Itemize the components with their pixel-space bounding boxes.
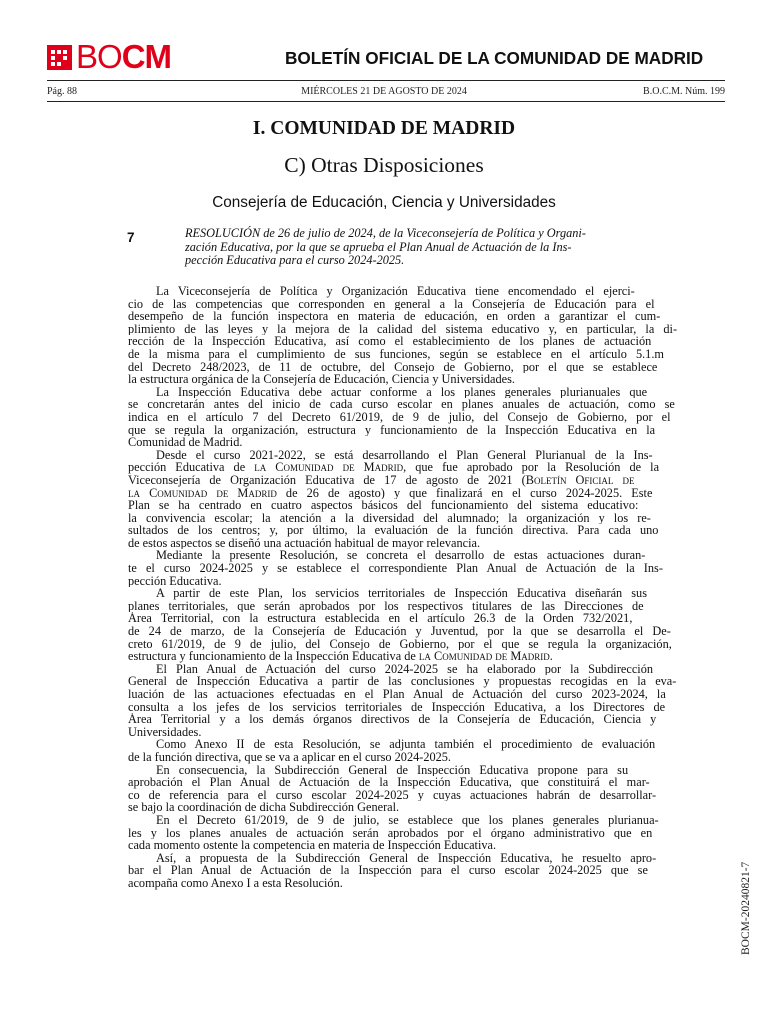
body-line: aprobación el Plan Anual de Actuación de la Inspección Educativa, que constituirá el mar- (128, 776, 650, 789)
meta-rule (47, 101, 725, 102)
section-heading: I. COMUNIDAD DE MADRID (252, 118, 516, 139)
body-line: La Viceconsejería de Política y Organización Educativa tiene encomendado el ejerci- (156, 285, 635, 298)
resolution-title-line: zación Educativa, por la que se aprueba el Plan Anual de Actuación de la Ins- (185, 239, 572, 254)
resolution-title-line: RESOLUCIÓN de 26 de julio de 2024, de la Viceconsejería de Política y Organi- (185, 226, 586, 240)
body-line: se concretarán antes del inicio de cada curso escolar en planes anuales de actuación, como se (128, 398, 675, 411)
body-line: A partir de este Plan, los servicios territoriales de Inspección Educativa diseñarán sus (156, 587, 647, 600)
body-line: desempeño de la función inspectora en materia de educación, en orden a garantizar el cum- (128, 310, 661, 323)
body-line: te el curso 2024-2025 y se establece el correspondiente Plan Anual de Actuación de la Ins- (128, 562, 663, 575)
issue-date: MIÉRCOLES 21 DE AGOSTO DE 2024 (301, 86, 467, 97)
body-line: cio de las competencias que corresponden en general a la Consejería de Educación para el (128, 297, 655, 311)
body-line: Plan se ha centrado en cuatro aspectos básicos del funcionamiento del sistema educativo: (128, 499, 639, 512)
body-line: co de referencia para el curso escolar 2024-2025 y cuyas actuaciones habrán de desarrollar- (128, 788, 657, 802)
body-line: Área Territorial y a los demás órganos directivos de la Consejería de Educación, Ciencia y (128, 713, 657, 726)
body-line: del Decreto 248/2023, de 11 de octubre, del Consejo de Gobierno, por el que se establece (128, 360, 658, 374)
body-line: se bajo la coordinación de dicha Subdirección General. (128, 801, 400, 814)
body-line: La Inspección Educativa debe actuar conforme a los planes generales plurianuales que (156, 385, 648, 399)
body-line: la estructura orgánica de la Consejería de Educación, Ciencia y Universidades. (128, 373, 515, 386)
resolution-title-line: pección Educativa para el curso 2024-2025. (185, 253, 405, 268)
body-line: pección Educativa de la Comunidad de Madrid, que fue aprobado por la Resolución de la (128, 461, 660, 474)
body-line: rección de la Inspección Educativa, así como el establecimiento de los planes de actuación (128, 335, 652, 348)
body-line: Mediante la presente Resolución, se concreta el desarrollo de estas actuaciones duran- (156, 549, 646, 563)
subsection-heading: C) Otras Disposiciones (284, 153, 484, 177)
body-line: la convivencia escolar; la atención a la diversidad del alumnado; la organización y los re- (128, 511, 651, 525)
resolution-number: 7 (127, 230, 135, 245)
body-line: acompaña como Anexo I a esta Resolución. (128, 876, 343, 890)
document-code: BOCM-20240821-7 (740, 861, 752, 955)
body-line: les y los planes anuales de actuación serán aprobados por el órgano administrativo que en (128, 826, 653, 840)
madrid-stars-icon (47, 45, 72, 70)
body-line: General de Inspección Educativa a partir de las conclusiones y propuestas recogidas en la eva- (128, 675, 677, 688)
body-line: luación de las actuaciones efectuadas en el Plan Anual de Actuación del curso 2023-2024, la (128, 688, 666, 701)
logo-wordmark: BOCM (76, 38, 172, 75)
body-line: planes territoriales, que serán aprobados por los respectivos titulares de las Direcciones de (128, 599, 644, 613)
body-line: cada momento ostente la competencia en materia de Inspección Educativa. (128, 839, 497, 852)
body-line: bar el Plan Anual de Actuación de la Inspección para el curso escolar 2024-2025 que se (128, 864, 648, 877)
body-line: que se regula la organización, estructura y funcionamiento de la Inspección Educativa en la (128, 423, 656, 437)
body-line: de estos aspectos se diseñó una actuación habitual de mayor relevancia. (128, 536, 481, 550)
body-line: Desde el curso 2021-2022, se está desarrollando el Plan General Plurianual de la Ins- (156, 448, 653, 462)
body-line: de la función directiva, que se va a aplicar en el curso 2024-2025. (128, 750, 452, 764)
body-line: consulta a los jefes de los servicios territoriales de Inspección Educativa, a los Directores de (128, 700, 666, 714)
department-heading: Consejería de Educación, Ciencia y Universidades (212, 194, 556, 211)
body-line: estructura y funcionamiento de la Inspección Educativa de la Comunidad de Madrid. (128, 650, 553, 663)
body-line: El Plan Anual de Actuación del curso 2024-2025 se ha elaborado por la Subdirección (156, 662, 654, 676)
body-line: plimiento de las leyes y la mejora de la calidad del sistema educativo y, en particular, la di- (128, 322, 678, 336)
body-line: Viceconsejería de Organización Educativa de 17 de agosto de 2021 (Boletín Oficial de (128, 473, 635, 487)
body-line: indica en el artículo 7 del Decreto 61/2019, de 9 de julio, del Consejo de Gobierno, por el (128, 410, 671, 424)
body-line: Universidades. (128, 725, 202, 739)
resolution-body (128, 285, 725, 890)
page-number: Pág. 88 (47, 86, 77, 97)
issue-number: B.O.C.M. Núm. 199 (643, 86, 725, 97)
body-line: creto 61/2019, de 9 de julio, del Consejo de Gobierno, por el que se regula la organización, (128, 637, 672, 651)
body-line: de la misma para el cumplimiento de sus funciones, según se establece en el artículo 5.1.m (128, 347, 664, 361)
body-line: Área Territorial, con la estructura establecida en el artículo 26.3 de la Orden 732/2021, (128, 612, 633, 626)
body-line: sultados de los centros; y, por último, la evaluación de la función directiva. Para cada uno (128, 524, 659, 537)
bocm-logo (47, 40, 171, 74)
body-line: Comunidad de Madrid. (128, 436, 243, 449)
body-line: la Comunidad de Madrid de 26 de agosto) y que finalizará en el curso 2024-2025. Este (128, 486, 653, 500)
resolution-title (185, 227, 725, 268)
body-line: Así, a propuesta de la Subdirección General de Inspección Educativa, he resuelto apro- (156, 851, 657, 865)
header-rule (47, 80, 725, 81)
body-line: Como Anexo II de esta Resolución, se adjunta también el procedimiento de evaluación (156, 738, 656, 751)
body-line: de 24 de marzo, de la Consejería de Educación y Juventud, por la que se desarrolla el De- (128, 625, 671, 638)
body-line: En consecuencia, la Subdirección General de Inspección Educativa propone para su (156, 763, 629, 777)
bulletin-title: BOLETÍN OFICIAL DE LA COMUNIDAD DE MADRID (285, 48, 704, 68)
body-line: En el Decreto 61/2019, de 9 de julio, se establece que los planes generales plurianua- (156, 813, 659, 827)
body-line: pección Educativa. (128, 574, 222, 588)
